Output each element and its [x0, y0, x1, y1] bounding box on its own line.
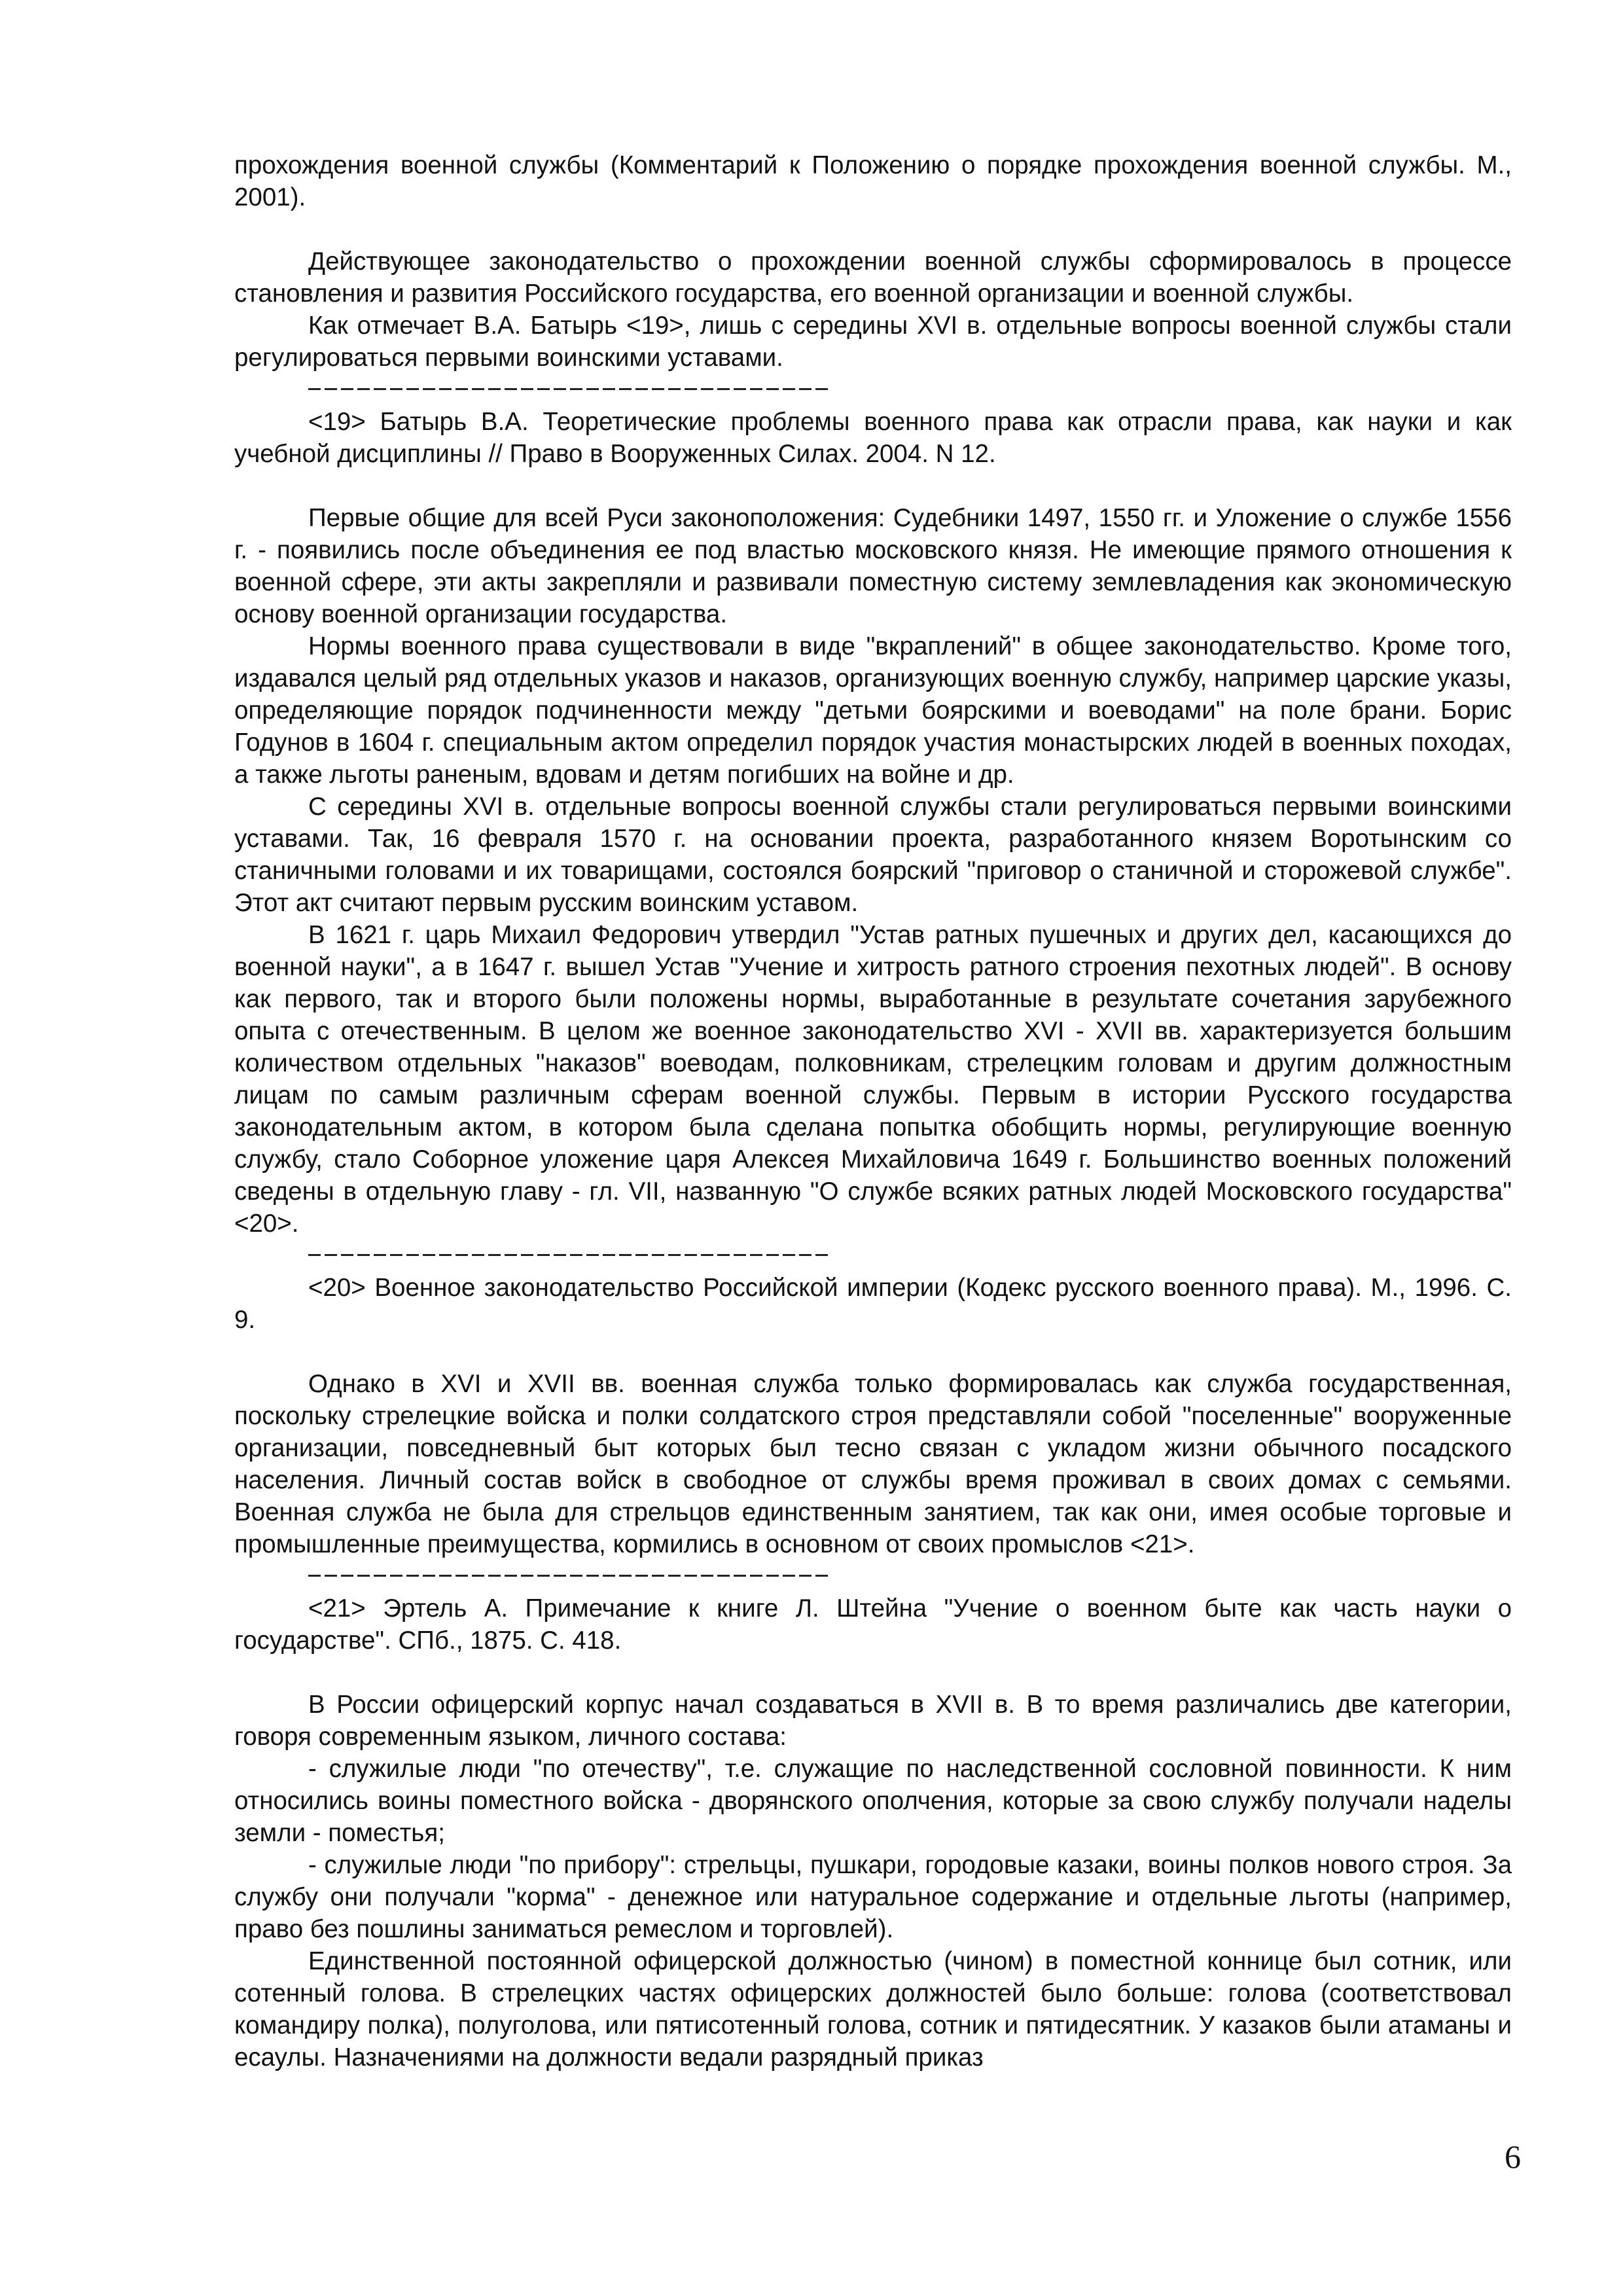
footnote: <20> Военное законодательство Российской империи (Кодекс русского военного права). М., 1996. С. 9. — [234, 1274, 1512, 1334]
paragraph: Действующее законодательство о прохождении военной службы сформировалось в процессе становления и развития Российского государства, его военной организации и военной службы. — [234, 247, 1512, 308]
footnote-separator — [234, 1240, 1512, 1272]
footnote-separator — [234, 1560, 1512, 1592]
document-page — [234, 149, 1512, 2073]
paragraph: прохождения военной службы (Комментарий к Положению о порядке прохождения военной службы. М., 2001). — [234, 151, 1512, 211]
footnote: <19> Батырь В.А. Теоретические проблемы военного права как отрасли права, как науки и как учебной дисциплины // Право в Вооруженных Силах. 2004. N 12. — [234, 408, 1512, 468]
paragraph: В России офицерский корпус начал создаваться в XVII в. В то время различались две категории, говоря современным языком, личного состава: — [234, 1691, 1512, 1751]
paragraph: Как отмечает В.А. Батырь <19>, лишь с середины XVI в. отдельные вопросы военной службы стали регулироваться первыми воинскими уставами. — [234, 312, 1512, 372]
page-number: 6 — [1505, 2138, 1521, 2175]
footnote-separator — [234, 374, 1512, 406]
footnote: <21> Эртель А. Примечание к книге Л. Штейна "Учение о военном быте как часть науки о государстве". СПб., 1875. С. 418. — [234, 1594, 1512, 1655]
paragraph: Единственной постоянной офицерской должностью (чином) в поместной коннице был сотник, или сотенный голова. В стрелецких частях офицерских должностей было больше: голова (соответствовал командиру полка), полуголова, или пятисотенный голова, сотник и пятидесятник. У казаков были атаманы и есаулы. Назначениями на должности ведали разрядный приказ — [234, 1947, 1512, 2072]
paragraph: Первые общие для всей Руси законоположения: Судебники 1497, 1550 гг. и Уложение о службе 1556 г. - появились после объединения ее под властью московского князя. Не имеющие прямого отношения к военной сфере, эти акты закрепляли и развивали поместную систему землевладения как экономическую основу военной организации государства. — [234, 504, 1512, 628]
list-item: - служилые люди "по прибору": стрельцы, пушкари, городовые казаки, воины полков нового строя. За службу они получали "корма" - денежное или натуральное содержание и отдельные льготы (например, право без пошлины заниматься ремеслом и торговлей). — [234, 1851, 1512, 1943]
list-item: - служилые люди "по отечеству", т.е. служащие по наследственной сословной повинности. К ним относились воины поместного войска - дворянского ополчения, которые за свою службу получали наделы земли - поместья; — [234, 1755, 1512, 1847]
paragraph: Нормы военного права существовали в виде "вкраплений" в общее законодательство. Кроме того, издавался целый ряд отдельных указов и наказов, организующих военную службу, например царские указы, определяющие порядок подчиненности между "детьми боярскими и воеводами" на поле брани. Борис Годунов в 1604 г. специальным актом определил порядок участия монастырских людей в военных походах, а также льготы раненым, вдовам и детям погибших на войне и др. — [234, 632, 1512, 789]
paragraph: В 1621 г. царь Михаил Федорович утвердил "Устав ратных пушечных и других дел, касающихся до военной науки", а в 1647 г. вышел Устав "Учение и хитрость ратного строения пехотных людей". В основу как первого, так и второго были положены нормы, выработанные в результате сочетания зарубежного опыта с отечественным. В целом же военное законодательство XVI - XVII вв. характеризуется большим количеством отдельных "наказов" воеводам, полковникам, стрелецким головам и другим должностным лицам по самым различным сферам военной службы. Первым в истории Русского государства законодательным актом, в котором была сделана попытка обобщить нормы, регулирующие военную службу, стало Соборное уложение царя Алексея Михайловича 1649 г. Большинство военных положений сведены в отдельную главу - гл. VII, названную "О службе всяких ратных людей Московского государства" <20>. — [234, 921, 1512, 1238]
paragraph: Однако в XVI и XVII вв. военная служба только формировалась как служба государственная, поскольку стрелецкие войска и полки солдатского строя представляли собой "поселенные" вооруженные организации, повседневный быт которых был тесно связан с укладом жизни обычного посадского населения. Личный состав войск в свободное от службы время проживал в своих домах с семьями. Военная служба не была для стрельцов единственным занятием, так как они, имея особые торговые и промышленные преимущества, кормились в основном от своих промыслов <21>. — [234, 1370, 1512, 1558]
paragraph: С середины XVI в. отдельные вопросы военной службы стали регулироваться первыми воинскими уставами. Так, 16 февраля 1570 г. на основании проекта, разработанного князем Воротынским со станичными головами и их товарищами, состоялся боярский "приговор о станичной и сторожевой службе". Этот акт считают первым русским воинским уставом. — [234, 793, 1512, 917]
